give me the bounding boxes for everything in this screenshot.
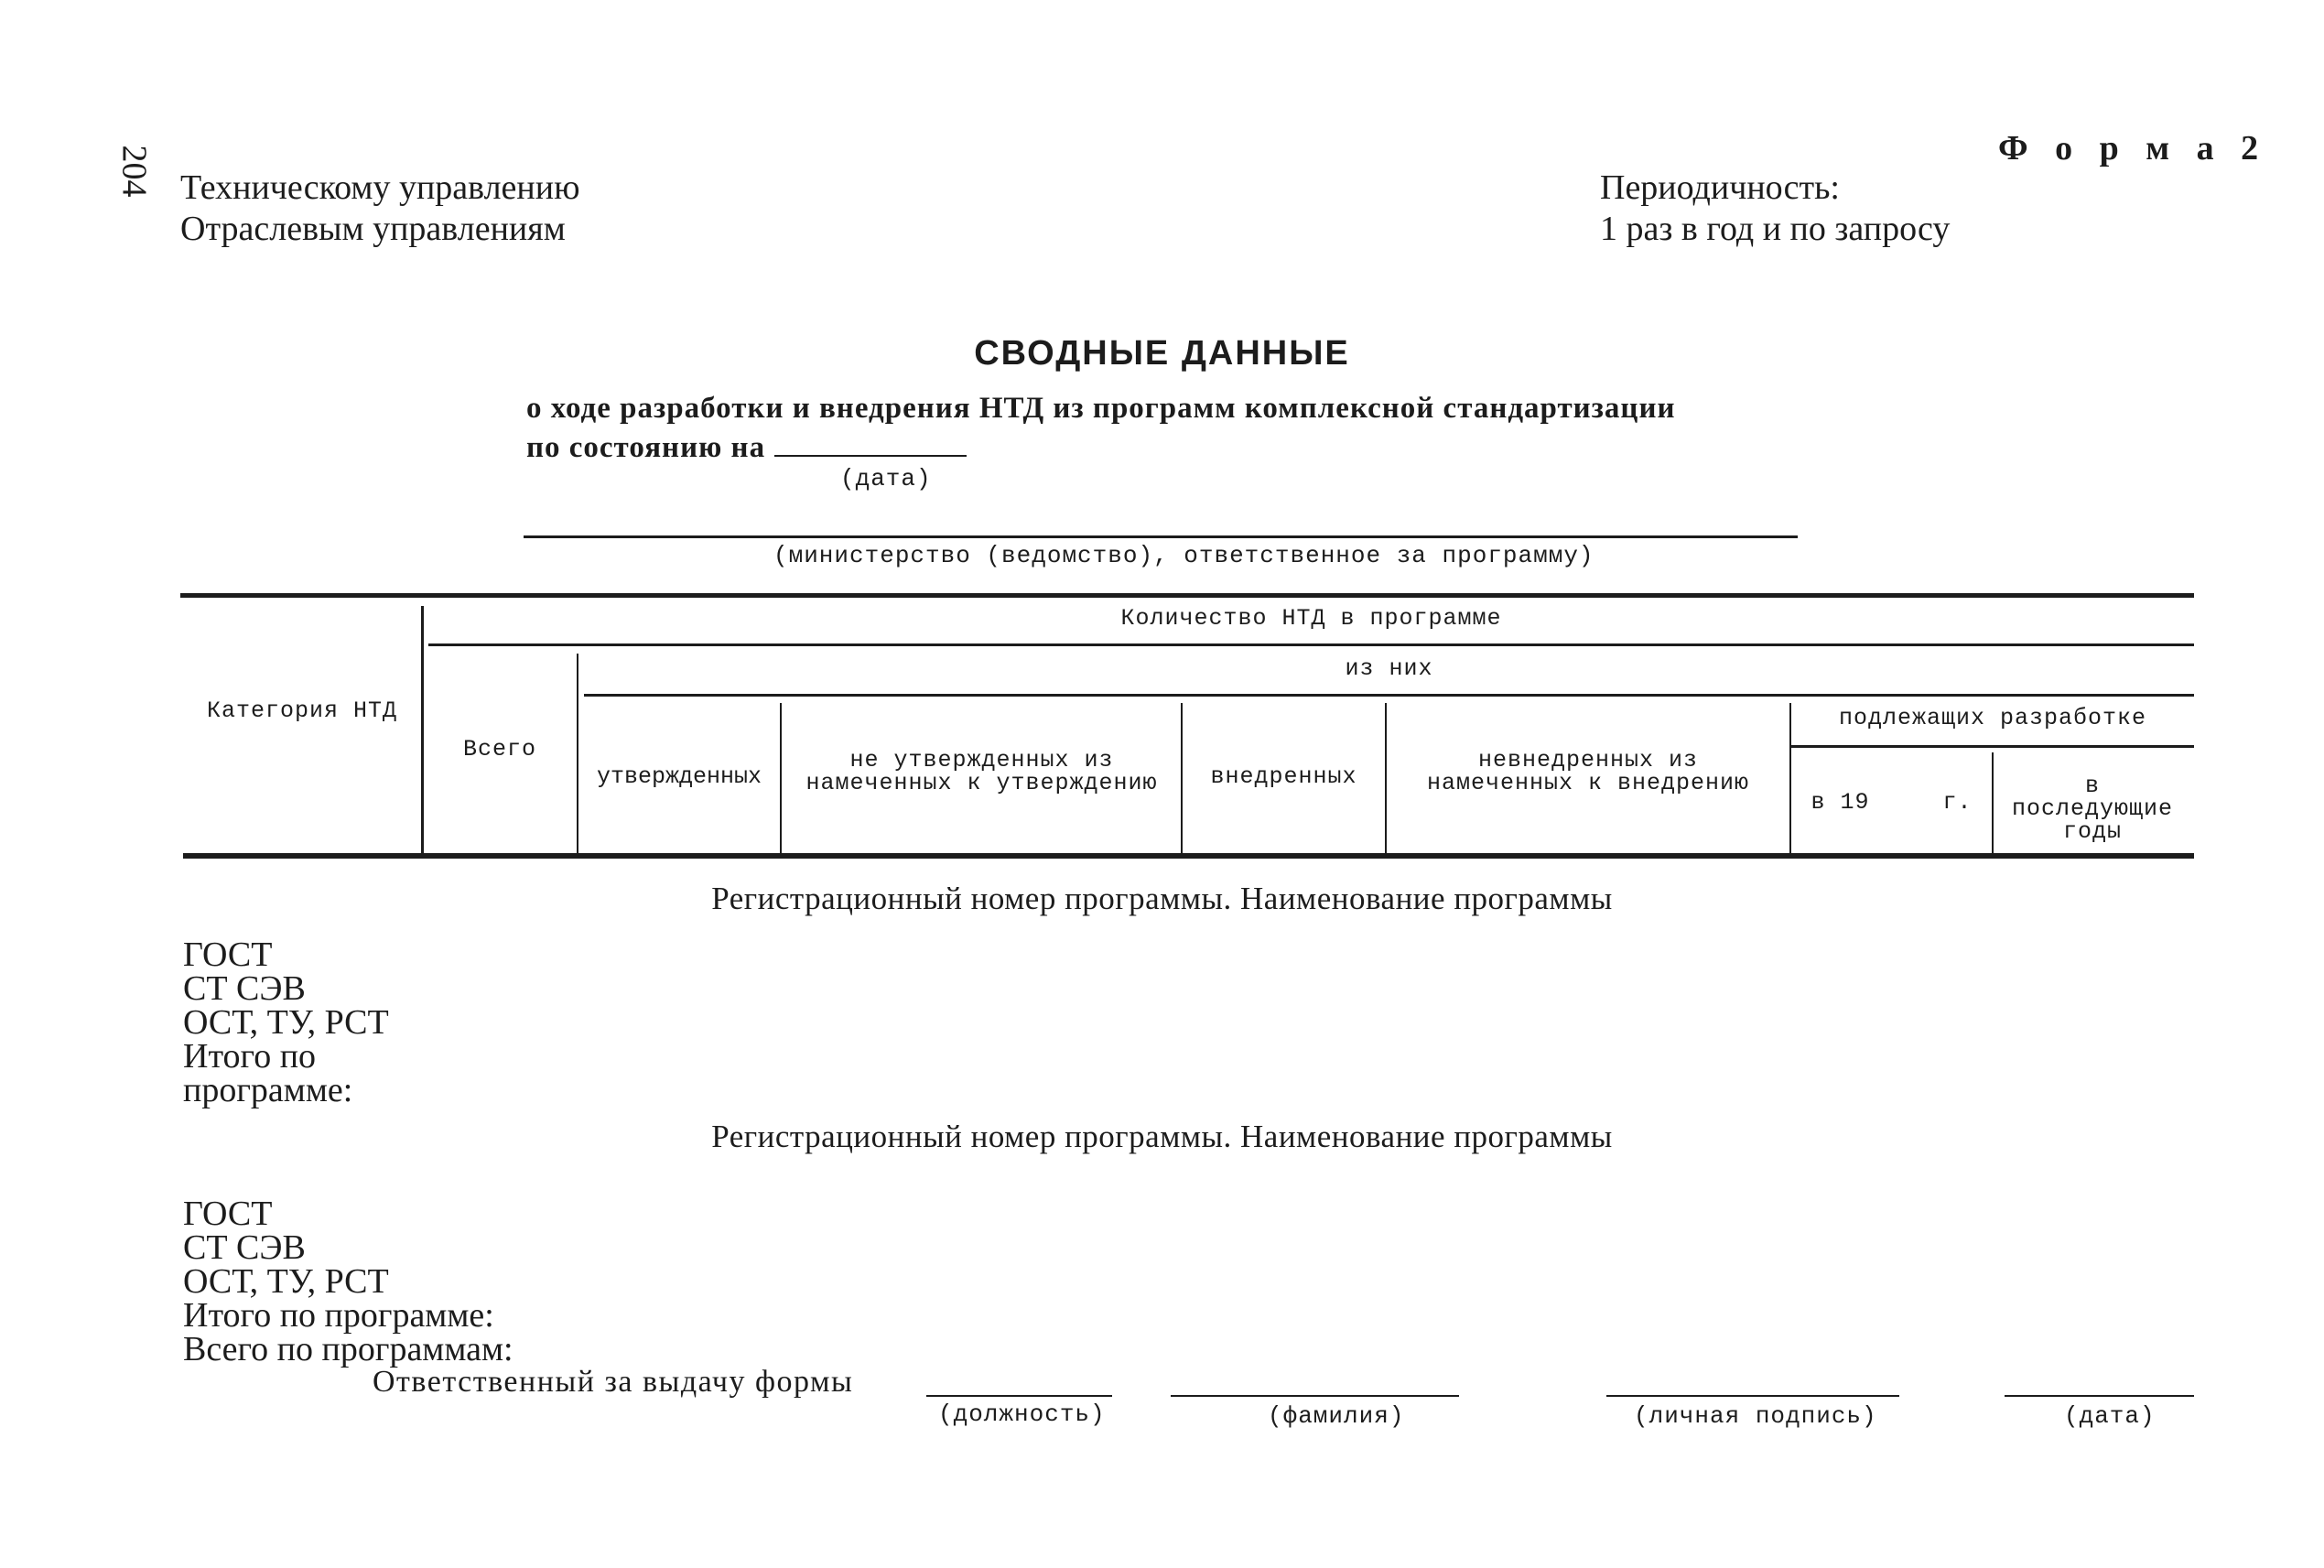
col-of-them: из них bbox=[1345, 655, 1433, 682]
program-1-heading: Регистрационный номер программы. Наименование программы bbox=[711, 881, 1613, 916]
signature-line[interactable] bbox=[1606, 1395, 1899, 1397]
responsible-label: Ответственный за выдачу формы bbox=[373, 1365, 854, 1399]
table-vline-1 bbox=[421, 606, 424, 853]
table-rule-quantity bbox=[428, 643, 2194, 646]
as-of-label: по состоянию на bbox=[526, 431, 766, 464]
table-vline-7 bbox=[1992, 752, 1994, 853]
document-title: СВОДНЫЕ ДАННЫЕ bbox=[974, 334, 1350, 373]
col-category: Категория НТД bbox=[206, 697, 398, 724]
as-of-line bbox=[526, 431, 967, 465]
document-subtitle: о ходе разработки и внедрения НТД из программ комплексной стандартизации bbox=[526, 392, 1676, 425]
program-1-row-total-a: Итого по bbox=[183, 1037, 317, 1076]
page-number: 204 bbox=[114, 145, 154, 198]
program-2-row-st-sev: СТ СЭВ bbox=[183, 1228, 306, 1267]
addressee-technical: Техническому управлению bbox=[180, 168, 580, 207]
col-implemented: внедренных bbox=[1210, 763, 1357, 790]
program-2-row-total: Итого по программе: bbox=[183, 1296, 494, 1335]
program-1-row-total-b: программе: bbox=[183, 1071, 353, 1109]
col-to-develop: подлежащих разработке bbox=[1838, 705, 2147, 731]
periodicity-label: Периодичность: bbox=[1600, 168, 1840, 207]
table-top-rule bbox=[180, 593, 2194, 598]
periodicity-value: 1 раз в год и по запросу bbox=[1600, 210, 1951, 248]
col-total: Всего bbox=[462, 736, 536, 762]
program-2-row-ost: ОСТ, ТУ, РСТ bbox=[183, 1262, 389, 1301]
program-2-heading: Регистрационный номер программы. Наименование программы bbox=[711, 1119, 1613, 1154]
position-line[interactable] bbox=[926, 1395, 1112, 1397]
sign-date-caption: (дата) bbox=[2064, 1402, 2156, 1430]
surname-line[interactable] bbox=[1171, 1395, 1459, 1397]
table-vline-3 bbox=[780, 703, 782, 853]
program-2-row-gost: ГОСТ bbox=[183, 1195, 273, 1233]
table-rule-to-develop bbox=[1789, 745, 2194, 748]
col-next-years: в последующие годы bbox=[2011, 773, 2174, 845]
as-of-date-blank[interactable] bbox=[774, 454, 967, 457]
program-1-row-ost: ОСТ, ТУ, РСТ bbox=[183, 1003, 389, 1042]
program-1-row-st-sev: СТ СЭВ bbox=[183, 969, 306, 1008]
surname-caption: (фамилия) bbox=[1268, 1402, 1405, 1430]
col-approved: утвержденных bbox=[596, 763, 762, 790]
date-line[interactable] bbox=[2005, 1395, 2194, 1397]
date-caption: (дата) bbox=[840, 465, 932, 492]
table-rule-of-them bbox=[584, 694, 2194, 697]
table-bottom-rule bbox=[183, 853, 2194, 859]
table-vline-2 bbox=[577, 654, 578, 853]
col-not-approved: не утвержденных из намеченных к утверждению bbox=[805, 747, 1158, 796]
program-1-row-gost: ГОСТ bbox=[183, 935, 273, 974]
program-2-row-grand-total: Всего по программам: bbox=[183, 1330, 513, 1368]
col-quantity: Количество НТД в программе bbox=[1120, 605, 1502, 632]
col-in-year: в 19 г. bbox=[1811, 789, 1973, 816]
table-vline-5 bbox=[1385, 703, 1387, 853]
signature-caption: (личная подпись) bbox=[1634, 1402, 1877, 1430]
form-number: Ф о р м а 2 bbox=[1998, 129, 2268, 168]
addressee-branch: Отраслевым управлениям bbox=[180, 210, 566, 248]
ministry-caption: (министерство (ведомство), ответственное за программу) bbox=[773, 542, 1594, 569]
col-not-implemented: невнедренных из намеченных к внедрению bbox=[1426, 747, 1750, 796]
position-caption: (должность) bbox=[938, 1400, 1106, 1428]
ministry-line[interactable] bbox=[524, 535, 1798, 538]
